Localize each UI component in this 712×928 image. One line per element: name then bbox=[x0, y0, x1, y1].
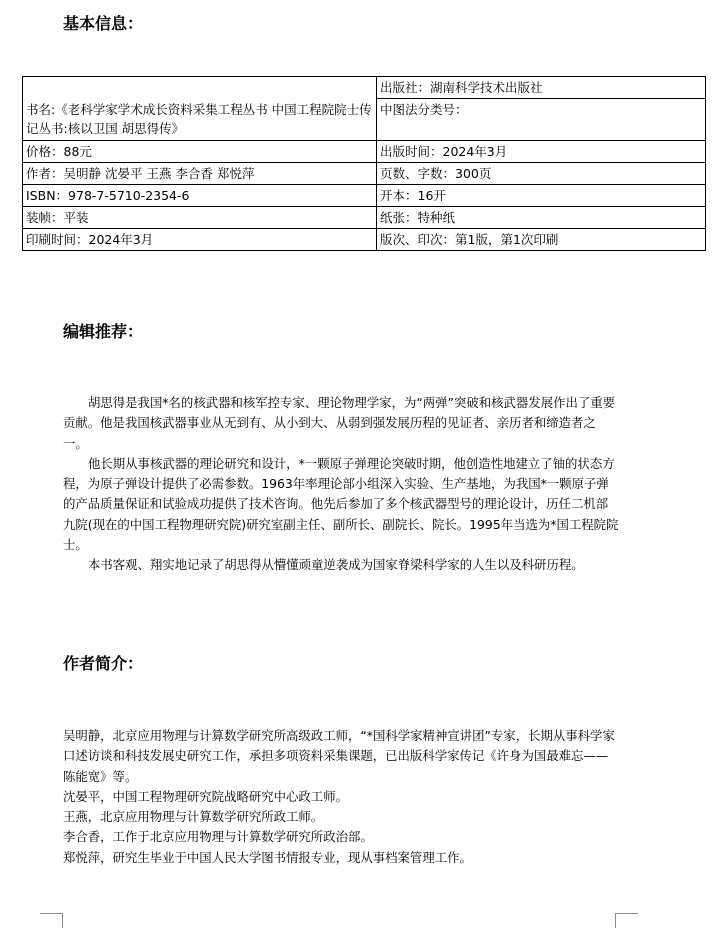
editor-paragraph: 他长期从事核武器的理论研究和设计，*一颗原子弹理论突破时期，他创造性地建立了铀的状态方程，为原子弹设计提供了必需参数。1963年率理论部小组深入实验、生产基地，为我国*一颗原子弹的产品质量保证和试验成功提供了技术咨询。他先后参加了多个核武器型号的理论设计，历任二机部九院(现在的中国工程物理研究院)研究室副主任、副所长、副院长、院长。1995年当选为*国工程院院士。 bbox=[63, 455, 619, 553]
cell-printdate: 印刷时间：2024年3月 bbox=[23, 229, 377, 251]
cell-publisher: 出版社：湖南科学技术出版社 bbox=[377, 77, 706, 99]
cell-clc: 中图法分类号： bbox=[377, 99, 706, 141]
cell-edition: 版次、印次：第1版，第1次印刷 bbox=[377, 229, 706, 251]
cell-isbn: ISBN：978-7-5710-2354-6 bbox=[23, 185, 377, 207]
table-row bbox=[23, 185, 706, 207]
cell-pubdate: 出版时间：2024年3月 bbox=[377, 141, 706, 163]
table-row bbox=[23, 141, 706, 163]
cell-paper: 纸张：特种纸 bbox=[377, 207, 706, 229]
cell-price: 价格：88元 bbox=[23, 141, 377, 163]
author-bio: 吴明静，北京应用物理与计算数学研究所高级政工师，“*国科学家精神宣讲团”专家，长期从事科学家口述访谈和科技发展史研究工作，承担多项资料采集课题，已出版科学家传记《许身为国最难忘——陈能宽》等。 bbox=[63, 728, 615, 784]
cell-binding: 装帧：平装 bbox=[23, 207, 377, 229]
table-row bbox=[23, 163, 706, 185]
author-text bbox=[63, 726, 620, 868]
cell-title: 书名:《老科学家学术成长资料采集工程丛书 中国工程院院士传记丛书:核以卫国 胡思得传》 bbox=[23, 77, 377, 141]
author-bio: 李合香，工作于北京应用物理与计算数学研究所政治部。 bbox=[63, 829, 373, 845]
page-corner-mark-right bbox=[615, 913, 638, 928]
table-row bbox=[23, 207, 706, 229]
author-bio: 郑悦萍，研究生毕业于中国人民大学图书情报专业，现从事档案管理工作。 bbox=[63, 849, 472, 865]
heading-basic-info: 基本信息： bbox=[63, 14, 144, 33]
heading-editor-recommend: 编辑推荐： bbox=[63, 322, 144, 341]
author-bio: 沈晏平，中国工程物理研究院战略研究中心政工师。 bbox=[63, 788, 348, 804]
author-bio: 王燕，北京应用物理与计算数学研究所政工师。 bbox=[63, 809, 324, 825]
editor-text bbox=[63, 393, 620, 576]
cell-pages: 页数、字数：300页 bbox=[377, 163, 706, 185]
table-row bbox=[23, 229, 706, 251]
book-info-table bbox=[22, 76, 706, 251]
editor-paragraph: 本书客观、翔实地记录了胡思得从懵懂顽童逆袭成为国家脊梁科学家的人生以及科研历程。 bbox=[88, 557, 584, 573]
cell-format: 开本：16开 bbox=[377, 185, 706, 207]
page-corner-mark-left bbox=[40, 913, 63, 928]
table-row bbox=[23, 77, 706, 99]
editor-paragraph: 胡思得是我国*名的核武器和核军控专家、理论物理学家，为“两弹”突破和核武器发展作出了重要贡献。他是我国核武器事业从无到有、从小到大、从弱到强发展历程的见证者、亲历者和缔造者之一。 bbox=[63, 395, 616, 451]
heading-author-intro: 作者简介： bbox=[63, 654, 144, 673]
cell-authors: 作者：吴明静 沈晏平 王燕 李合香 郑悦萍 bbox=[23, 163, 377, 185]
